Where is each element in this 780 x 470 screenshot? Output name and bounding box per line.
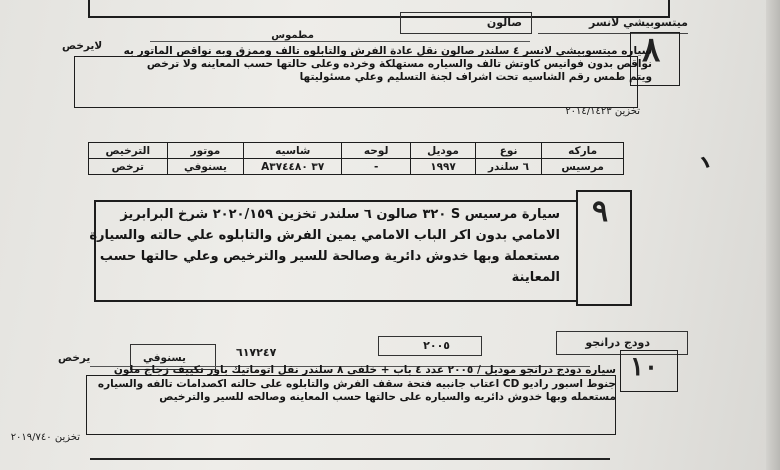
entry8-make: ميتسوبيشي لانسر	[588, 16, 688, 29]
spec-header-row	[89, 143, 624, 159]
spec-header: لوحه	[342, 143, 411, 159]
spec-value: يسنوفي	[167, 159, 244, 175]
spec-value-row	[89, 159, 624, 175]
entry8-line: نواقص بدون فوانيس كاوتش تالف والسياره مستهلكة وخرده وعلى حالتها حسب المعاينه ولا ترخص	[146, 58, 652, 70]
entry8-line: ويتم طمس رقم الشاسيه تحت اشراف لجنة التسليم وعلي مسئوليتها	[299, 71, 652, 83]
entry10-line: جنوط اسبور راديو CD اعتاب جانبيه فتحة سقف الفرش والتابلوه على حالته اكصدامات تالفه والسياره	[97, 377, 616, 390]
entry9-line: الامامي بدون اكر الباب الامامي يمين الفرش والتابلوه علي حالته والسيارة	[89, 228, 560, 243]
entry8-line: سياره ميتسوبيشي لانسر ٤ سلندر صالون نقل عادة الفرش والتابلوه تالف وممزق وبه نواقص الماتور به	[123, 45, 652, 57]
spec-value: مرسيس	[542, 159, 624, 175]
entry10-engine: يسنوفي	[143, 352, 186, 364]
entry8-storage: تخزين ٢٠١٤/١٤٢٣	[565, 106, 640, 117]
spec-value: ٦ سلندر	[475, 159, 541, 175]
margin-mark: ١	[696, 150, 715, 175]
entry8-type: صالون	[486, 16, 522, 29]
entry9-line: سيارة مرسيس S ٣٢٠ صالون ٦ سلندر تخزين ٢٠٢٠/١٥٩ شرخ البرابريز	[120, 207, 560, 222]
entry10-description	[98, 364, 616, 405]
spec-header: ماركه	[542, 143, 624, 159]
entry9-description	[89, 204, 560, 288]
next-entry-line	[90, 458, 610, 460]
spec-header: نوع	[475, 143, 541, 159]
spec-header: شاسيه	[244, 143, 342, 159]
spec-value: ترخص	[89, 159, 168, 175]
entry10-line: مستعمله وبها خدوش دائريه والسياره على حالتها حسب المعاينه وصالحه للسير والترخيص	[159, 391, 616, 403]
spec-header: الترخيص	[89, 143, 168, 159]
entry9-spec-table	[88, 142, 624, 175]
entry9-line: المعاينة	[511, 270, 560, 285]
entry8-rule	[150, 41, 530, 42]
spec-value: ٣٧ A٣٧٤٤٨٠	[244, 159, 342, 175]
spec-value: -	[342, 159, 411, 175]
spec-value: ١٩٩٧	[411, 159, 476, 175]
entry9-number: ٩	[592, 194, 609, 229]
entry10-make: دودج درانجو	[585, 336, 650, 349]
entry8-license: لايرخص	[62, 40, 103, 52]
page-edge-shadow	[766, 0, 780, 470]
entry10-license: يرخص	[58, 352, 91, 364]
entry9-line: مستعملة وبها خدوش دائرية وصالحة للسير والترخيص وعلي حالتها حسب	[99, 249, 560, 264]
entry10-chassis: ٦١٧٢٤٧	[236, 346, 277, 359]
entry10-storage: تخزين ٢٠١٩/٧٤٠	[10, 432, 80, 443]
spec-header: موتور	[167, 143, 244, 159]
entry8-description	[124, 45, 652, 84]
entry8-number: ٨	[642, 30, 661, 70]
entry10-number: ١٠	[630, 352, 658, 382]
spec-header: موديل	[411, 143, 476, 159]
entry8-chassis: مطموس	[271, 30, 314, 41]
entry10-year: ٢٠٠٥	[423, 339, 450, 352]
entry10-line: سياره دودج درانجو موديل / ٢٠٠٥ عدد ٤ باب + خلفى ٨ سلندر نقل اتوماتيك باور تكييف زجاج ملون	[113, 364, 616, 376]
